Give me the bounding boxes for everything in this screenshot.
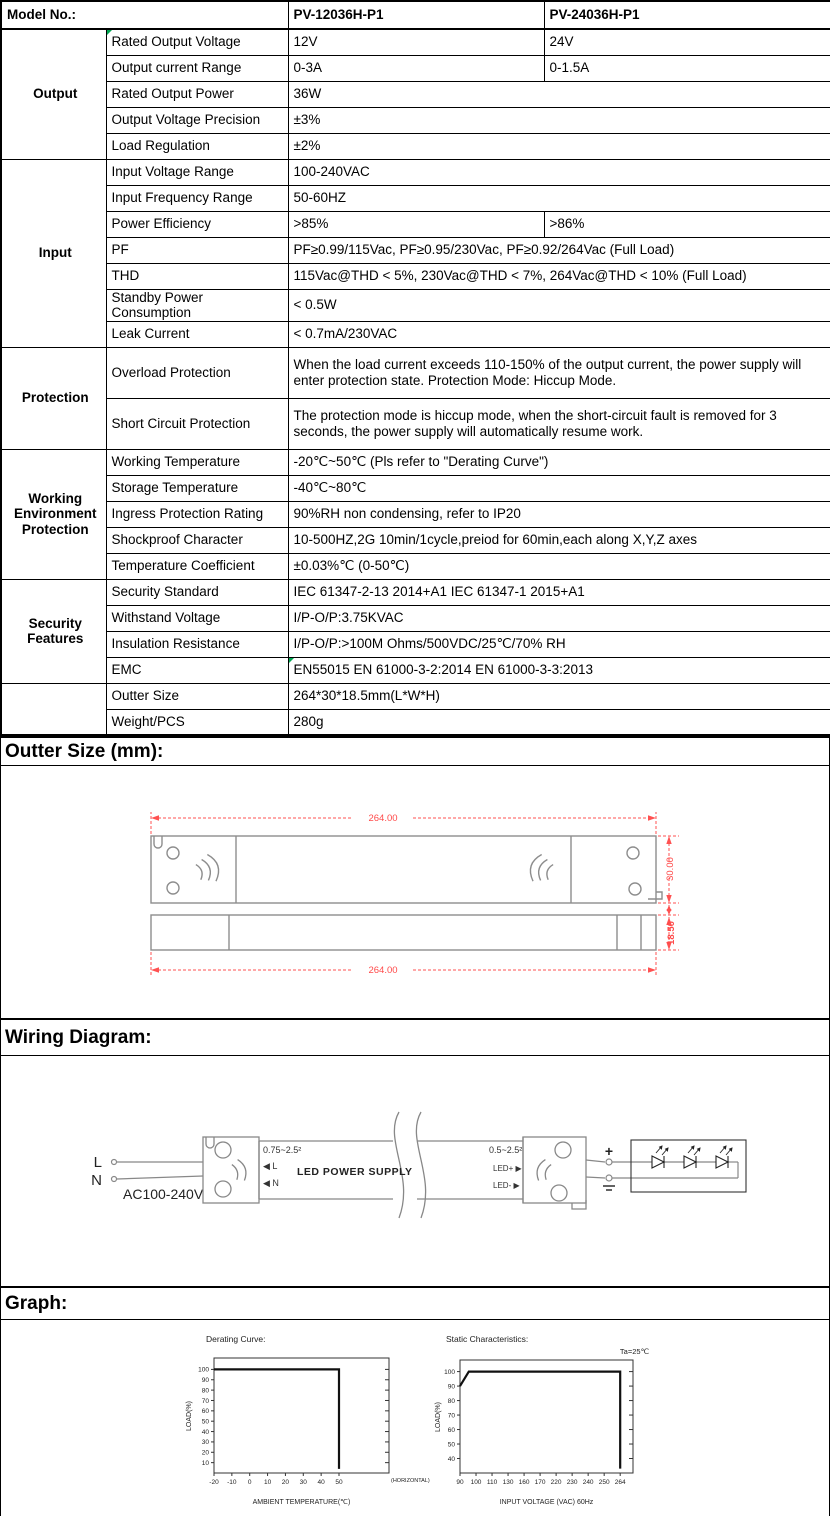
svg-text:100: 100 [198, 1366, 209, 1374]
table-row [1, 579, 830, 605]
svg-text:230: 230 [566, 1479, 578, 1487]
section-output: Output [1, 29, 106, 159]
terminal-l-label: ◀ L [263, 1161, 278, 1172]
graph-title: Graph: [5, 1292, 68, 1314]
spec-label: Ingress Protection Rating [106, 501, 288, 527]
svg-text:130: 130 [502, 1479, 514, 1487]
table-header-row [1, 1, 830, 29]
svg-text:160: 160 [518, 1479, 530, 1487]
spec-label: Storage Temperature [106, 475, 288, 501]
spec-label: Power Efficiency [106, 211, 288, 237]
spec-value: >85% [288, 211, 544, 237]
svg-text:80: 80 [447, 1397, 455, 1405]
table-row [1, 605, 830, 631]
svg-text:40: 40 [447, 1455, 455, 1463]
spec-value: 100-240VAC [288, 159, 830, 185]
svg-text:100: 100 [470, 1479, 482, 1487]
spec-value: < 0.7mA/230VAC [288, 321, 830, 347]
spec-table [0, 0, 830, 736]
table-row [1, 501, 830, 527]
mounting-slot [206, 1137, 214, 1148]
svg-text:170: 170 [534, 1479, 546, 1487]
spec-label: Shockproof Character [106, 527, 288, 553]
svg-text:30: 30 [201, 1439, 209, 1447]
wave-arcs-right [527, 853, 555, 886]
spec-label: Outter Size [106, 683, 288, 709]
spec-value: -20℃~50℃ (Pls refer to "Derating Curve") [288, 449, 830, 475]
spec-label: Insulation Resistance [106, 631, 288, 657]
svg-text:0: 0 [247, 1479, 252, 1487]
spec-value: 36W [288, 81, 830, 107]
table-row [1, 683, 830, 709]
line-label: L [93, 1154, 102, 1172]
graph-heading [0, 1286, 830, 1320]
outline-drawing [1, 766, 830, 1018]
svg-text:-10: -10 [227, 1479, 237, 1487]
static-characteristics-chart [431, 1320, 711, 1516]
spec-value: 0-1.5A [544, 55, 830, 81]
spec-value: I/P-O/P:>100M Ohms/500VDC/25℃/70% RH [288, 631, 830, 657]
svg-text:20: 20 [281, 1479, 290, 1487]
section-protection: Protection [1, 347, 106, 449]
dim-depth: 18.50 [666, 921, 677, 945]
spec-value: 90%RH non condensing, refer to IP20 [288, 501, 830, 527]
spec-label: Load Regulation [106, 133, 288, 159]
svg-text:70: 70 [201, 1397, 209, 1405]
spec-value: PF≥0.99/115Vac, PF≥0.95/230Vac, PF≥0.92/264Vac (Full Load) [288, 237, 830, 263]
led-symbols [652, 1146, 732, 1168]
enclosure-top-view [151, 836, 662, 903]
break-curve [394, 1112, 403, 1218]
spec-label: PF [106, 237, 288, 263]
svg-text:Ta=25℃: Ta=25℃ [619, 1347, 649, 1357]
svg-text:70: 70 [447, 1412, 455, 1420]
table-row [1, 449, 830, 475]
spec-value: ±0.03%℃ (0-50℃) [288, 553, 830, 579]
terminal-n-label: ◀ N [263, 1178, 279, 1189]
spec-value: 264*30*18.5mm(L*W*H) [288, 683, 830, 709]
spec-value: 12V [288, 29, 544, 55]
spec-label: Output Voltage Precision [106, 107, 288, 133]
svg-text:60: 60 [201, 1408, 209, 1416]
minus-symbol [603, 1186, 615, 1190]
dim-length-top: 264.00 [368, 813, 398, 825]
spec-value: I/P-O/P:3.75KVAC [288, 605, 830, 631]
svg-text:60: 60 [447, 1426, 455, 1434]
psu-body [203, 1112, 586, 1218]
spec-label: Input Voltage Range [106, 159, 288, 185]
table-row [1, 347, 830, 398]
spec-value: When the load current exceeds 110-150% of the output current, the power supply will enter protection state. Protection Mode: Hiccup Mode. [288, 347, 830, 398]
dim-height: 30.00 [665, 857, 676, 881]
dimension-labels [368, 813, 677, 976]
spec-label: Leak Current [106, 321, 288, 347]
svg-text:LOAD(%): LOAD(%) [435, 1402, 442, 1433]
svg-text:INPUT VOLTAGE (VAC) 60Hz: INPUT VOLTAGE (VAC) 60Hz [499, 1499, 594, 1507]
table-row [1, 159, 830, 185]
svg-text:Static Characteristics:: Static Characteristics: [446, 1334, 529, 1345]
wave-arcs-left [194, 853, 222, 886]
svg-text:110: 110 [486, 1479, 498, 1487]
table-row [1, 289, 830, 321]
svg-text:250: 250 [598, 1479, 610, 1487]
table-row [1, 321, 830, 347]
output-gauge-label: 0.5~2.5² [489, 1145, 523, 1156]
svg-text:220: 220 [550, 1479, 562, 1487]
outter-size-heading [0, 736, 830, 766]
svg-text:AMBIENT TEMPERATURE(℃): AMBIENT TEMPERATURE(℃) [252, 1499, 351, 1507]
section-blank [1, 683, 106, 735]
spec-value: >86% [544, 211, 830, 237]
svg-text:50: 50 [335, 1479, 343, 1487]
spec-value: 115Vac@THD < 5%, 230Vac@THD < 7%, 264Vac@THD < 10% (Full Load) [288, 263, 830, 289]
spec-value: 10-500HZ,2G 10min/1cycle,preiod for 60min,each along X,Y,Z axes [288, 527, 830, 553]
table-row [1, 263, 830, 289]
wiring-diagram [1, 1056, 830, 1286]
spec-label: Working Temperature [106, 449, 288, 475]
svg-text:50: 50 [201, 1418, 209, 1426]
spec-label: Rated Output Power [106, 81, 288, 107]
section-working-env: Working Environment Protection [1, 449, 106, 579]
spec-value: IEC 61347-2-13 2014+A1 IEC 61347-1 2015+A1 [288, 579, 830, 605]
spec-label: Weight/PCS [106, 709, 288, 735]
spec-label: THD [106, 263, 288, 289]
spec-label: EMC [106, 657, 288, 683]
spec-label: Withstand Voltage [106, 605, 288, 631]
spec-value: 50-60HZ [288, 185, 830, 211]
neutral-label: N [91, 1172, 102, 1190]
wiring-heading [0, 1018, 830, 1056]
svg-text:30: 30 [299, 1479, 307, 1487]
spec-label: Standby Power Consumption [106, 289, 288, 321]
svg-text:90: 90 [201, 1377, 209, 1385]
svg-text:90: 90 [447, 1383, 455, 1391]
psu-label: LED POWER SUPPLY [297, 1166, 413, 1179]
cell-flag [289, 658, 294, 663]
section-security: Security Features [1, 579, 106, 683]
table-row [1, 398, 830, 449]
table-row [1, 527, 830, 553]
model-2: PV-24036H-P1 [544, 1, 830, 29]
led-minus-label: LED- ▶ [493, 1181, 520, 1191]
svg-text:LOAD(%): LOAD(%) [186, 1401, 193, 1432]
table-row [1, 211, 830, 237]
table-row [1, 237, 830, 263]
spec-value: EN55015 EN 61000-3-2:2014 EN 61000-3-3:2013 [288, 657, 830, 683]
spec-value: < 0.5W [288, 289, 830, 321]
svg-text:40: 40 [201, 1428, 209, 1436]
wiring-title: Wiring Diagram: [5, 1026, 152, 1048]
svg-text:20: 20 [201, 1449, 209, 1457]
spec-value: 24V [544, 29, 830, 55]
plus-symbol: + [604, 1143, 614, 1160]
section-input: Input [1, 159, 106, 347]
wiring-diagram-area [0, 1056, 830, 1286]
slide-tab [572, 1200, 586, 1209]
spec-value: 280g [288, 709, 830, 735]
svg-text:80: 80 [201, 1387, 209, 1395]
table-row [1, 107, 830, 133]
spec-value: The protection mode is hiccup mode, when the short-circuit fault is removed for 3 seconds, the power supply will automatically resume work. [288, 398, 830, 449]
spec-label: Output current Range [106, 55, 288, 81]
table-row [1, 29, 830, 55]
derating-curve-chart [161, 1320, 441, 1516]
table-row [1, 185, 830, 211]
ac-input-label: AC100-240V [123, 1186, 204, 1203]
wave-arcs-right [534, 1158, 552, 1182]
enclosure-side-view [151, 915, 656, 950]
spec-label: Security Standard [106, 579, 288, 605]
svg-text:Derating Curve:: Derating Curve: [206, 1334, 266, 1345]
outter-size-title: Outter Size (mm): [5, 740, 164, 762]
mounting-slot [154, 836, 162, 848]
svg-text:10: 10 [263, 1479, 272, 1487]
svg-text:240: 240 [582, 1479, 594, 1487]
svg-text:(HORIZONTAL): (HORIZONTAL) [391, 1478, 430, 1485]
table-row [1, 55, 830, 81]
table-row [1, 133, 830, 159]
spec-value: -40℃~80℃ [288, 475, 830, 501]
table-row [1, 657, 830, 683]
table-row [1, 709, 830, 735]
slide-tab [648, 892, 662, 899]
table-row [1, 81, 830, 107]
svg-text:40: 40 [317, 1479, 325, 1487]
svg-text:90: 90 [456, 1479, 464, 1487]
spec-value: ±2% [288, 133, 830, 159]
dim-length-bottom: 264.00 [368, 965, 398, 977]
input-gauge-label: 0.75~2.5² [263, 1145, 302, 1156]
spec-label: Short Circuit Protection [106, 398, 288, 449]
wave-arcs-left [231, 1158, 249, 1182]
spec-label: Rated Output Voltage [106, 29, 288, 55]
svg-text:-20: -20 [209, 1479, 219, 1487]
svg-text:10: 10 [201, 1459, 209, 1467]
break-curve [416, 1112, 425, 1218]
table-row [1, 475, 830, 501]
svg-text:100: 100 [444, 1368, 455, 1376]
graph-area [0, 1320, 830, 1516]
spec-label: Overload Protection [106, 347, 288, 398]
input-wires [112, 1160, 204, 1182]
table-row [1, 553, 830, 579]
led-plus-label: LED+ ▶ [493, 1164, 522, 1174]
spec-value: 0-3A [288, 55, 544, 81]
svg-text:50: 50 [447, 1441, 455, 1449]
spec-label: Input Frequency Range [106, 185, 288, 211]
cell-flag [107, 30, 112, 35]
model-no-label: Model No.: [1, 1, 288, 29]
table-row [1, 631, 830, 657]
outline-drawing-area [0, 766, 830, 1018]
svg-text:264: 264 [614, 1479, 626, 1487]
spec-label: Temperature Coefficient [106, 553, 288, 579]
model-1: PV-12036H-P1 [288, 1, 544, 29]
spec-value: ±3% [288, 107, 830, 133]
